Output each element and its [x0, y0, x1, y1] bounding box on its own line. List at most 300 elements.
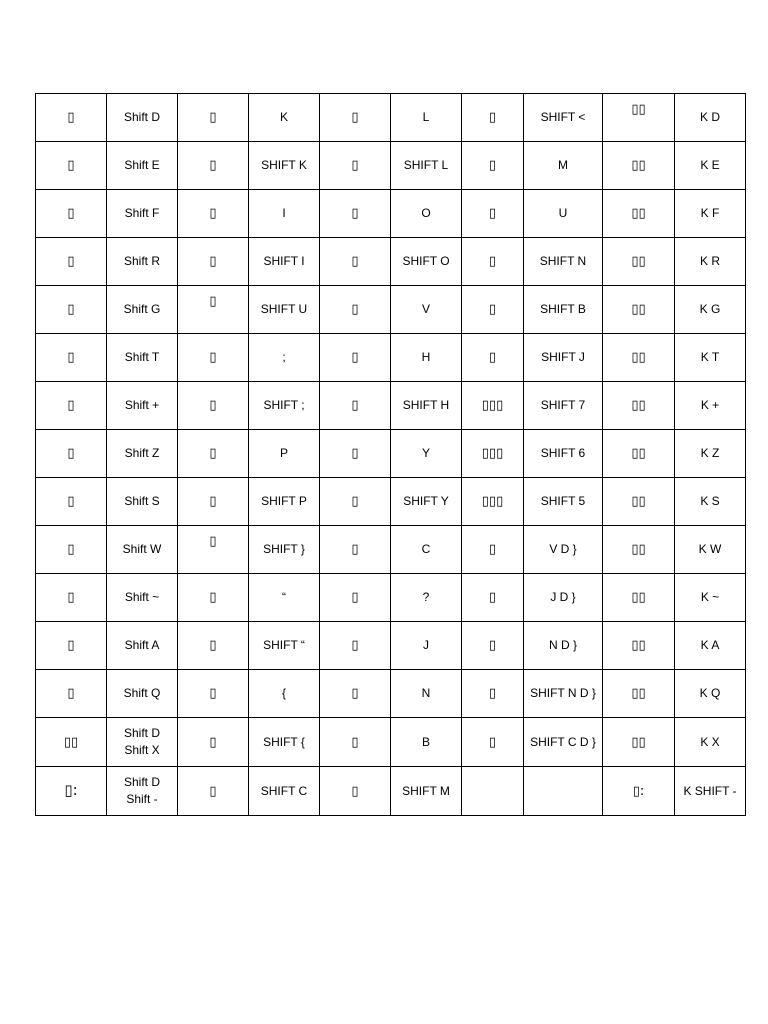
key-combo-text: SHIFT U	[260, 302, 308, 316]
glyph-cell	[178, 142, 249, 190]
key-combo-text: V	[421, 302, 430, 316]
key-combo-cell	[391, 622, 462, 670]
key-combo-cell	[391, 526, 462, 574]
key-combo-cell	[249, 718, 320, 767]
key-combo-cell	[107, 526, 178, 574]
key-combo-text: K Z	[700, 446, 720, 460]
glyph-cell	[320, 238, 391, 286]
glyph-text: ▯	[351, 206, 359, 221]
glyph-cell	[320, 382, 391, 430]
glyph-cell	[178, 430, 249, 478]
glyph-text: ▯	[351, 638, 359, 653]
glyph-cell	[36, 526, 107, 574]
key-combo-text: Shift W	[122, 542, 162, 556]
key-combo-text: K ~	[700, 590, 720, 604]
glyph-cell	[462, 718, 524, 767]
key-combo-cell	[675, 767, 746, 816]
key-combo-cell	[391, 142, 462, 190]
key-combo-text: SHIFT L	[403, 158, 449, 172]
key-combo-cell	[675, 286, 746, 334]
glyph-cell	[36, 430, 107, 478]
glyph-text: ▯▯	[631, 446, 646, 461]
glyph-text: ▯	[209, 294, 217, 309]
glyph-text: ▯	[209, 734, 217, 750]
key-combo-text: J	[423, 638, 429, 652]
key-combo-cell	[249, 190, 320, 238]
glyph-cell	[603, 622, 675, 670]
key-combo-text: J D }	[550, 590, 576, 604]
glyph-cell	[36, 478, 107, 526]
key-combo-text: SHIFT C D }	[530, 734, 596, 749]
glyph-text: ▯	[351, 254, 359, 269]
key-combo-text: ;	[282, 350, 286, 364]
key-combo-text: K G	[699, 302, 721, 316]
key-combo-text: N D }	[548, 638, 577, 652]
key-combo-text: {	[281, 686, 286, 700]
table-row	[36, 142, 746, 190]
glyph-text: ▯	[488, 254, 497, 269]
key-combo-text: K D	[699, 110, 720, 124]
key-combo-text: SHIFT {	[263, 734, 305, 749]
key-combo-line: Shift -	[126, 792, 158, 806]
key-combo-cell	[391, 334, 462, 382]
glyph-cell	[603, 430, 675, 478]
key-combo-text: B	[421, 734, 430, 749]
glyph-text: ▯:	[64, 781, 78, 799]
glyph-cell	[320, 622, 391, 670]
glyph-cell	[320, 526, 391, 574]
glyph-text: ▯	[209, 494, 217, 509]
glyph-cell	[36, 142, 107, 190]
glyph-text: ▯	[209, 254, 217, 269]
glyph-cell	[320, 142, 391, 190]
glyph-text: ▯	[351, 494, 359, 509]
key-combo-cell	[107, 670, 178, 718]
glyph-cell	[178, 718, 249, 767]
key-combo-cell	[249, 574, 320, 622]
glyph-text: ▯	[488, 734, 497, 750]
glyph-text: ▯	[67, 494, 75, 509]
glyph-cell	[462, 430, 524, 478]
key-combo-line: Shift D	[123, 726, 160, 740]
key-combo-cell	[524, 190, 603, 238]
key-combo-cell	[107, 238, 178, 286]
keyboard-mapping-table	[35, 93, 746, 816]
glyph-cell	[462, 238, 524, 286]
glyph-cell	[462, 94, 524, 142]
key-combo-cell	[107, 478, 178, 526]
glyph-cell	[320, 670, 391, 718]
glyph-cell	[462, 767, 524, 816]
key-combo-cell	[249, 430, 320, 478]
glyph-cell	[36, 382, 107, 430]
glyph-text: ▯▯	[631, 158, 646, 173]
glyph-text: ▯	[209, 110, 217, 125]
key-combo-cell	[524, 238, 603, 286]
key-combo-text: K F	[700, 206, 720, 220]
key-combo-cell	[107, 286, 178, 334]
key-combo-text: SHIFT “	[263, 638, 305, 652]
key-combo-text: K T	[700, 350, 720, 364]
glyph-text: ▯	[209, 534, 217, 549]
key-combo-cell	[107, 334, 178, 382]
glyph-cell	[603, 574, 675, 622]
key-combo-cell	[391, 478, 462, 526]
key-combo-cell	[524, 286, 603, 334]
key-combo-cell	[249, 767, 320, 816]
key-combo-text: O	[421, 206, 431, 220]
key-combo-cell	[675, 718, 746, 767]
key-combo-text: M	[558, 158, 568, 172]
glyph-text: ▯	[67, 590, 75, 605]
glyph-text: ▯	[351, 590, 359, 605]
key-combo-cell	[675, 574, 746, 622]
glyph-cell	[178, 622, 249, 670]
glyph-cell	[603, 382, 675, 430]
glyph-text: ▯	[488, 686, 497, 701]
key-combo-cell	[524, 478, 603, 526]
glyph-text: ▯▯	[631, 206, 646, 221]
glyph-text: ▯▯	[631, 494, 646, 509]
glyph-cell	[320, 286, 391, 334]
glyph-text: ▯▯▯	[481, 398, 504, 413]
key-combo-text: Shift E	[124, 158, 160, 172]
key-combo-text: K S	[700, 494, 720, 508]
key-combo-text: SHIFT M	[402, 783, 450, 798]
key-combo-cell	[675, 430, 746, 478]
key-combo-text: C	[421, 542, 431, 556]
glyph-cell	[36, 334, 107, 382]
glyph-cell	[36, 718, 107, 767]
glyph-cell	[603, 718, 675, 767]
glyph-text: ▯	[351, 542, 359, 557]
key-combo-text: P	[279, 446, 288, 460]
key-combo-text: SHIFT }	[263, 542, 305, 556]
glyph-cell	[603, 94, 675, 142]
glyph-text: ▯▯	[631, 590, 646, 605]
key-combo-text: L	[422, 110, 430, 124]
glyph-cell	[462, 526, 524, 574]
key-combo-text: Shift G	[123, 302, 161, 316]
glyph-cell	[462, 478, 524, 526]
glyph-cell	[462, 382, 524, 430]
glyph-cell	[462, 334, 524, 382]
key-combo-text: SHIFT K	[261, 158, 307, 172]
glyph-cell	[320, 190, 391, 238]
key-combo-text: SHIFT ;	[263, 398, 305, 412]
glyph-cell	[603, 767, 675, 816]
glyph-text: ▯	[488, 638, 497, 653]
glyph-text: ▯▯	[631, 302, 646, 317]
key-combo-cell	[249, 94, 320, 142]
key-combo-cell	[249, 670, 320, 718]
glyph-cell	[603, 334, 675, 382]
glyph-cell	[462, 190, 524, 238]
key-combo-cell	[675, 334, 746, 382]
glyph-text: ▯	[67, 446, 75, 461]
glyph-text: ▯▯	[631, 638, 646, 653]
key-combo-text: SHIFT H	[402, 398, 450, 412]
key-combo-text: Shift +	[124, 398, 160, 412]
key-combo-text: Y	[421, 446, 430, 460]
glyph-text: ▯	[67, 110, 75, 125]
key-combo-cell	[249, 382, 320, 430]
key-combo-text: SHIFT <	[540, 110, 586, 124]
table-row	[36, 526, 746, 574]
table-row	[36, 382, 746, 430]
key-combo-cell	[524, 382, 603, 430]
key-combo-line: Shift D	[123, 775, 160, 789]
key-combo-cell	[675, 526, 746, 574]
glyph-cell	[178, 238, 249, 286]
glyph-cell	[320, 767, 391, 816]
key-combo-cell	[524, 430, 603, 478]
key-combo-cell	[675, 478, 746, 526]
key-combo-text: SHIFT O	[402, 254, 450, 268]
key-combo-text: Shift ~	[124, 590, 160, 604]
key-combo-cell	[675, 142, 746, 190]
glyph-text: ▯	[67, 158, 75, 173]
glyph-cell	[36, 238, 107, 286]
key-combo-cell	[524, 574, 603, 622]
glyph-text: ▯	[351, 158, 359, 173]
glyph-cell	[178, 190, 249, 238]
table-row	[36, 622, 746, 670]
glyph-cell	[178, 526, 249, 574]
key-combo-cell	[107, 718, 178, 767]
key-combo-cell	[524, 334, 603, 382]
glyph-cell	[178, 382, 249, 430]
glyph-text: ▯	[209, 206, 217, 221]
key-combo-text: V D }	[549, 542, 577, 556]
glyph-text: ▯	[209, 158, 217, 173]
key-combo-cell	[675, 190, 746, 238]
key-combo-cell	[524, 94, 603, 142]
glyph-text: ▯▯	[631, 686, 646, 701]
glyph-cell	[320, 718, 391, 767]
glyph-cell	[320, 430, 391, 478]
glyph-text: ▯▯	[631, 398, 646, 413]
key-combo-cell	[391, 238, 462, 286]
key-combo-cell	[524, 718, 603, 767]
glyph-cell	[178, 767, 249, 816]
table-row	[36, 190, 746, 238]
glyph-text: ▯	[351, 398, 359, 413]
key-combo-cell	[249, 622, 320, 670]
key-combo-cell	[391, 430, 462, 478]
key-combo-cell	[524, 622, 603, 670]
key-combo-text: K W	[698, 542, 722, 556]
key-combo-cell	[107, 767, 178, 816]
glyph-text: ▯	[209, 446, 217, 461]
glyph-text: ▯	[351, 686, 359, 701]
glyph-text: ▯	[67, 686, 75, 701]
glyph-text: ▯▯	[631, 542, 646, 557]
table-row	[36, 430, 746, 478]
table-row	[36, 718, 746, 767]
key-combo-cell	[107, 574, 178, 622]
glyph-cell	[178, 334, 249, 382]
key-combo-cell	[524, 142, 603, 190]
key-combo-cell	[107, 430, 178, 478]
glyph-text: ▯	[67, 254, 75, 269]
glyph-text: ▯	[351, 350, 359, 365]
glyph-cell	[36, 190, 107, 238]
key-combo-text: SHIFT I	[263, 254, 305, 268]
key-combo-cell	[675, 238, 746, 286]
glyph-cell	[320, 478, 391, 526]
key-combo-cell	[107, 622, 178, 670]
key-combo-text: SHIFT 5	[540, 494, 586, 508]
glyph-cell	[462, 622, 524, 670]
key-combo-text: “	[282, 590, 286, 604]
key-combo-text: U	[558, 206, 568, 220]
key-combo-text: SHIFT C	[260, 783, 308, 798]
glyph-cell	[603, 190, 675, 238]
glyph-text: ▯	[67, 398, 75, 413]
key-combo-text: I	[282, 206, 286, 220]
key-combo-text: SHIFT 6	[540, 446, 586, 460]
glyph-text: ▯▯	[631, 734, 646, 750]
key-combo-text: SHIFT Y	[403, 494, 449, 508]
key-combo-text: H	[421, 350, 431, 364]
key-combo-text: Shift T	[124, 350, 160, 364]
glyph-cell	[36, 670, 107, 718]
key-combo-cell	[675, 622, 746, 670]
key-combo-text: ?	[422, 590, 430, 604]
glyph-text: ▯	[67, 302, 75, 317]
key-combo-text: SHIFT B	[540, 302, 586, 316]
key-combo-text: SHIFT N	[539, 254, 587, 268]
glyph-text: ▯▯	[631, 254, 646, 269]
glyph-cell	[36, 767, 107, 816]
key-combo-cell	[675, 382, 746, 430]
table-row	[36, 767, 746, 816]
glyph-cell	[36, 622, 107, 670]
glyph-text: ▯	[351, 110, 359, 125]
key-combo-cell	[524, 670, 603, 718]
glyph-text: ▯	[209, 783, 217, 799]
key-combo-text: K	[279, 110, 288, 124]
key-combo-text: SHIFT J	[541, 350, 585, 364]
glyph-text: ▯	[209, 350, 217, 365]
glyph-cell	[603, 286, 675, 334]
key-combo-line: Shift X	[124, 743, 160, 757]
table-row	[36, 670, 746, 718]
glyph-text: ▯:	[632, 783, 645, 799]
key-combo-text: K +	[700, 398, 720, 412]
glyph-text: ▯	[209, 398, 217, 413]
glyph-text: ▯▯	[63, 734, 79, 750]
key-combo-text: Shift R	[123, 254, 160, 268]
key-combo-cell	[391, 767, 462, 816]
key-combo-cell	[249, 238, 320, 286]
key-combo-cell	[391, 670, 462, 718]
glyph-cell	[178, 286, 249, 334]
key-combo-cell	[249, 142, 320, 190]
glyph-text: ▯	[351, 734, 359, 750]
key-combo-cell	[524, 767, 603, 816]
table-row	[36, 574, 746, 622]
key-combo-cell	[391, 382, 462, 430]
glyph-cell	[320, 574, 391, 622]
key-combo-text: Shift S	[124, 494, 160, 508]
key-combo-cell	[107, 142, 178, 190]
key-combo-cell	[107, 190, 178, 238]
table-body	[36, 94, 746, 816]
glyph-cell	[603, 526, 675, 574]
key-combo-text: K A	[700, 638, 720, 652]
glyph-text: ▯	[488, 206, 497, 221]
table-row	[36, 286, 746, 334]
glyph-cell	[36, 286, 107, 334]
glyph-cell	[462, 142, 524, 190]
glyph-cell	[462, 574, 524, 622]
glyph-cell	[178, 670, 249, 718]
key-combo-text: Shift F	[124, 206, 160, 220]
glyph-cell	[36, 574, 107, 622]
glyph-cell	[36, 94, 107, 142]
glyph-cell	[603, 238, 675, 286]
glyph-text: ▯▯▯	[481, 446, 504, 461]
key-combo-cell	[249, 286, 320, 334]
key-combo-cell	[675, 670, 746, 718]
glyph-text: ▯	[488, 110, 497, 125]
table-row	[36, 334, 746, 382]
key-combo-cell	[249, 478, 320, 526]
glyph-text: ▯▯	[631, 102, 646, 117]
glyph-cell	[603, 142, 675, 190]
key-combo-text: Shift A	[124, 638, 160, 652]
glyph-cell	[603, 670, 675, 718]
glyph-text: ▯▯▯	[481, 494, 504, 509]
glyph-text: ▯	[67, 350, 75, 365]
key-combo-cell	[675, 94, 746, 142]
glyph-text: ▯	[488, 542, 497, 557]
key-combo-cell	[249, 334, 320, 382]
key-combo-cell	[391, 286, 462, 334]
key-combo-cell	[524, 526, 603, 574]
glyph-cell	[178, 574, 249, 622]
glyph-text: ▯	[488, 590, 497, 605]
glyph-text: ▯	[67, 542, 75, 557]
key-combo-text: Shift D	[123, 110, 160, 124]
key-combo-text: SHIFT N D }	[530, 686, 596, 700]
key-combo-text: N	[421, 686, 431, 700]
key-combo-text: SHIFT P	[261, 494, 307, 508]
glyph-text: ▯	[67, 206, 75, 221]
glyph-cell	[320, 94, 391, 142]
table-row	[36, 94, 746, 142]
glyph-cell	[178, 94, 249, 142]
glyph-cell	[320, 334, 391, 382]
glyph-text: ▯	[488, 302, 497, 317]
glyph-text: ▯	[488, 350, 497, 365]
glyph-text: ▯	[67, 638, 75, 653]
glyph-text: ▯	[351, 783, 359, 799]
glyph-text: ▯▯	[631, 350, 646, 365]
key-combo-cell	[249, 526, 320, 574]
glyph-text: ▯	[488, 158, 497, 173]
key-combo-text: K R	[699, 254, 720, 268]
key-combo-text: Shift Q	[123, 686, 161, 700]
glyph-text: ▯	[351, 446, 359, 461]
key-combo-cell	[391, 718, 462, 767]
glyph-cell	[462, 670, 524, 718]
glyph-text: ▯	[209, 638, 217, 653]
key-combo-cell	[391, 190, 462, 238]
table-row	[36, 478, 746, 526]
